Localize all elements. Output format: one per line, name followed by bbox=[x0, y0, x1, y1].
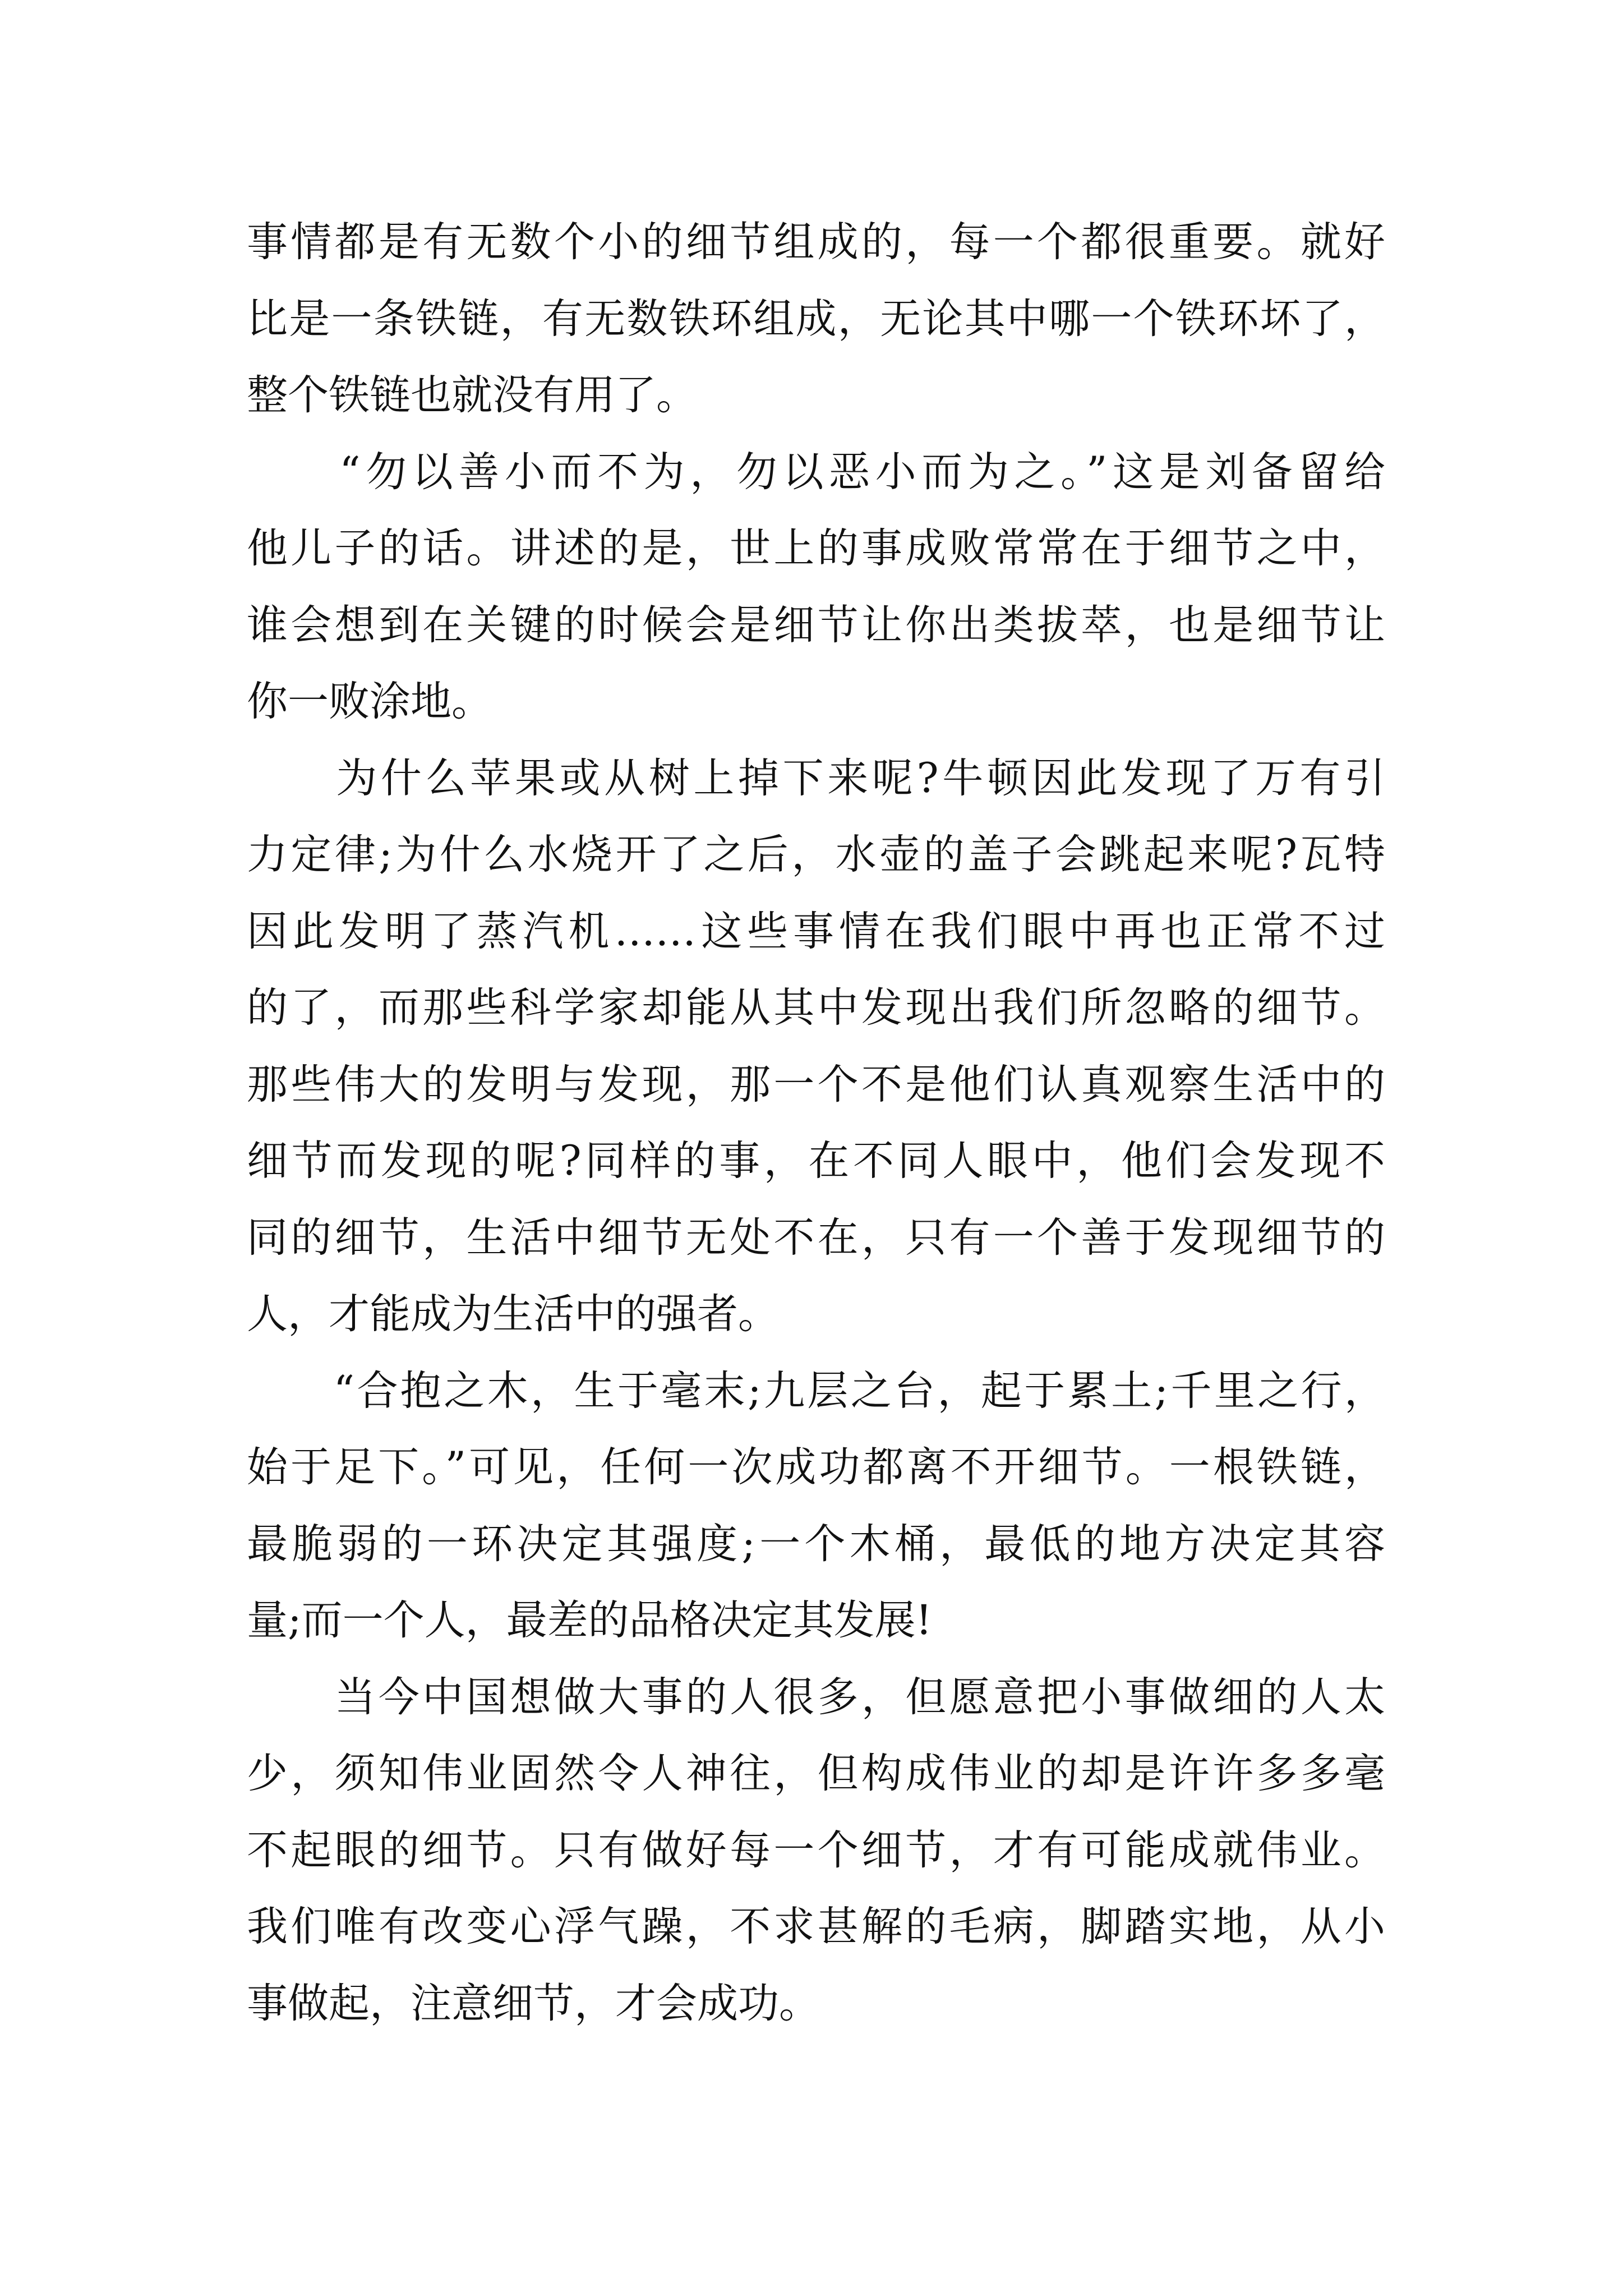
text-line: 事情都是有无数个小的细节组成的，每一个都很重要。就好 bbox=[247, 218, 1385, 266]
text-line: 谁会想到在关键的时候会是细节让你出类拔萃，也是细节让 bbox=[247, 601, 1385, 649]
text-line: 始于足下。”可见，任何一次成功都离不开细节。一根铁链， bbox=[247, 1443, 1385, 1491]
document-body bbox=[247, 204, 1385, 2042]
text-line: 整个铁链也就没有用了。 bbox=[247, 371, 697, 419]
text-line: 细节而发现的呢?同样的事，在不同人眼中，他们会发现不 bbox=[247, 1137, 1385, 1185]
text-line: 因此发明了蒸汽机……这些事情在我们眼中再也正常不过 bbox=[247, 907, 1385, 955]
text-line: “合抱之木，生于毫末;九层之台，起于累土;千里之行， bbox=[247, 1366, 1385, 1415]
text-line: 最脆弱的一环决定其强度;一个木桶，最低的地方决定其容 bbox=[247, 1520, 1385, 1568]
text-line: 事做起，注意细节，才会成功。 bbox=[247, 1979, 820, 2027]
text-line: 同的细节，生活中细节无处不在，只有一个善于发现细节的 bbox=[247, 1213, 1385, 1262]
text-line: 的了，而那些科学家却能从其中发现出我们所忽略的细节。 bbox=[247, 984, 1385, 1032]
text-line: 他儿子的话。讲述的是，世上的事成败常常在于细节之中， bbox=[247, 524, 1385, 572]
text-line: 你一败涂地。 bbox=[247, 678, 492, 725]
text-line: 量;而一个人，最差的品格决定其发展! bbox=[247, 1596, 932, 1644]
text-line: 力定律;为什么水烧开了之后，水壶的盖子会跳起来呢?瓦特 bbox=[247, 831, 1385, 878]
text-line: “勿以善小而不为，勿以恶小而为之。”这是刘备留给 bbox=[247, 448, 1385, 496]
text-line: 人，才能成为生活中的强者。 bbox=[247, 1290, 779, 1338]
text-line: 当今中国想做大事的人很多，但愿意把小事做细的人太 bbox=[247, 1673, 1385, 1721]
text-line: 不起眼的细节。只有做好每一个细节，才有可能成就伟业。 bbox=[247, 1826, 1385, 1874]
text-line: 那些伟大的发明与发现，那一个不是他们认真观察生活中的 bbox=[247, 1060, 1385, 1108]
text-line: 为什么苹果或从树上掉下来呢?牛顿因此发现了万有引 bbox=[247, 754, 1385, 802]
text-line: 我们唯有改变心浮气躁，不求甚解的毛病，脚踏实地，从小 bbox=[247, 1903, 1385, 1950]
text-line: 少，须知伟业固然令人神往，但构成伟业的却是许许多多毫 bbox=[247, 1750, 1385, 1797]
text-line: 比是一条铁链，有无数铁环组成，无论其中哪一个铁环坏了， bbox=[247, 295, 1385, 343]
